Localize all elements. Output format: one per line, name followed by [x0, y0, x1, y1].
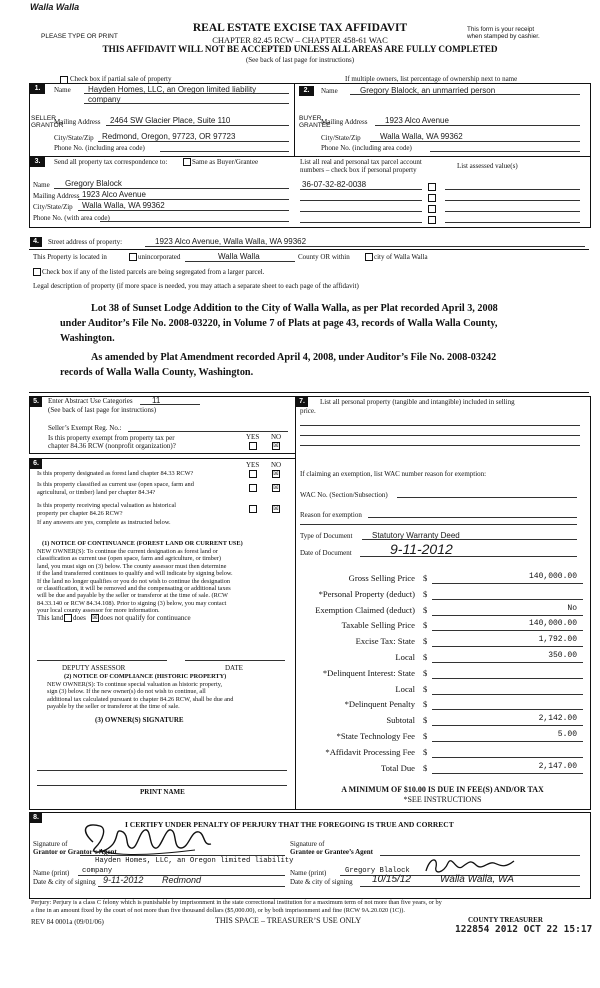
notice-continuance-line: if the land transferred continues to qualify and will indicate by signing below.: [37, 570, 233, 578]
forest-no-checkbox[interactable]: ☒: [273, 470, 279, 477]
grantor-name-line2: company: [82, 867, 113, 875]
notice-continuance-line: will be due and payable by the seller or transferor at the time of sale. (RCW: [37, 592, 228, 600]
reason-label: Reason for exemption: [300, 511, 362, 519]
current-use-question-2: agricultural, or timber) land per chapter 84.34?: [37, 489, 156, 496]
exempt-reg-label: Seller’s Exempt Reg. No.:: [48, 424, 122, 432]
buyer-phone-label: Phone No. (including area code): [321, 144, 412, 152]
parcel-list-label-2: numbers – check box if personal property: [300, 166, 417, 174]
notice-continuance-title: (1) NOTICE OF CONTINUANCE (FOREST LAND OR CURRENT USE): [42, 540, 243, 547]
historic-question-2: property per chapter 84.26 RCW?: [37, 510, 123, 517]
parcel-list-label-1: List all real and personal tax parcel account: [300, 158, 422, 166]
tax-row-value: 5.00: [557, 729, 577, 739]
notice-compliance-line: sign (3) below. If the new owner(s) do not wish to continue, all: [47, 688, 206, 696]
corr-city-label: City/State/Zip: [33, 203, 73, 211]
tax-row-currency: $: [423, 683, 428, 694]
does-qualify-checkbox[interactable]: [64, 614, 72, 622]
tax-row-label: Total Due: [380, 762, 415, 773]
perjury-line-1: Perjury: Perjury is a class C felony which is punishable by imprisonment in the state correctional institution for a maximum term of not more than five years, or by: [31, 899, 442, 906]
tax-row-label: Local: [395, 651, 415, 662]
tax-row: [300, 697, 585, 713]
historic-no-checkbox[interactable]: ☒: [273, 505, 279, 512]
county-treasurer-label: COUNTY TREASURER: [468, 916, 543, 924]
corr-city: Walla Walla, WA 99362: [82, 201, 165, 210]
tax-row-label: Exemption Claimed (deduct): [315, 604, 415, 615]
doc-type-value: Statutory Warranty Deed: [372, 531, 460, 540]
buyer-name: Gregory Blalock, an unmarried person: [360, 86, 496, 95]
if-yes-note: If any answers are yes, complete as instructed below.: [37, 519, 171, 526]
exemption-claim-label: If claiming an exemption, list WAC number reason for exemption:: [300, 470, 487, 478]
tax-row-label: *Delinquent Interest: State: [322, 667, 415, 678]
street-address: 1923 Alco Avenue, Walla Walla, WA 99362: [155, 237, 307, 246]
grantee-sig-label-1: Signature of: [290, 840, 325, 848]
section-2-number: 2.: [299, 86, 314, 96]
tax-row-label: Subtotal: [386, 715, 415, 726]
grantor-sig-label-1: Signature of: [33, 840, 68, 848]
parcel-2-personal-checkbox[interactable]: [428, 194, 436, 202]
buyer-mail-label: Mailing Address: [321, 118, 368, 126]
buyer-city: Walla Walla, WA 99362: [380, 132, 463, 141]
parcel-number: 36-07-32-82-0038: [302, 180, 367, 189]
tax-row-value: 2,142.00: [538, 714, 577, 724]
does-not-label: does not qualify for continuance: [100, 614, 191, 622]
tax-row: [300, 666, 585, 682]
section-3-number: 3.: [30, 157, 45, 167]
section-5-number: 5.: [30, 397, 42, 407]
current-use-question-1: Is this property classified as current use (open space, farm and: [37, 481, 194, 488]
forest-question: Is this property designated as forest land chapter 84.33 RCW?: [37, 470, 194, 477]
current-use-no-checkbox[interactable]: ☒: [273, 484, 279, 491]
seller-city-label: City/State/Zip: [54, 134, 94, 142]
form-title: REAL ESTATE EXCISE TAX AFFIDAVIT: [192, 22, 408, 34]
notice-continuance-line: 84.33.140 or RCW 84.34.108). Prior to signing (3) below, you may contact: [37, 599, 227, 607]
tax-row-label: *Delinquent Penalty: [344, 699, 415, 710]
notice-continuance-line: If the land no longer qualifies or you do not wish to continue the designation: [37, 577, 231, 585]
personal-property-label-2: price.: [300, 407, 316, 415]
multiple-owners-note: If multiple owners, list percentage of ownership next to name: [345, 75, 518, 83]
partial-sale-label: Check box if partial sale of property: [70, 75, 172, 83]
located-label: This Property is located in: [33, 253, 107, 261]
assessor-date-label: DATE: [225, 664, 243, 672]
parcel-1-personal-checkbox[interactable]: [428, 183, 436, 191]
tax-row-currency: $: [423, 573, 428, 583]
notice-continuance-text: [37, 548, 289, 615]
certify-statement: I CERTIFY UNDER PENALTY OF PERJURY THAT THE FOREGOING IS TRUE AND CORRECT: [125, 820, 454, 829]
legal-line-5: records of Walla Walla County, Washington.: [60, 367, 254, 378]
tax-row: [300, 587, 585, 603]
historic-question-1: Is this property receiving special valuation as historical: [37, 502, 177, 509]
notice-continuance-line: or classification, it will be removed and the compensating or additional taxes: [37, 585, 231, 593]
corr-mail-label: Mailing Address: [33, 192, 80, 200]
form-subtitle: CHAPTER 82.45 RCW – CHAPTER 458-61 WAC: [212, 35, 388, 45]
section-4-number: 4.: [30, 237, 42, 247]
legal-line-2: under Auditor’s File No. 2008-03220, in Volume 7 of Plats at page 43, records of Walla Walla County,: [60, 318, 498, 329]
corr-name: Gregory Blalock: [65, 179, 122, 188]
s5-yes-header: YES: [246, 433, 260, 441]
s5-no-header: NO: [271, 433, 282, 441]
section-6-number: 6.: [30, 459, 42, 469]
tax-row-value: No: [567, 603, 577, 613]
seller-mail-label: Mailing Address: [54, 118, 101, 126]
tax-calculation-table: [300, 571, 585, 776]
personal-property-label-1: List all personal property (tangible and intangible) included in selling: [320, 398, 515, 406]
s6-no-header: NO: [271, 461, 282, 469]
tax-row: [300, 729, 585, 745]
grantor-signature: [75, 820, 215, 860]
tax-row-value: 350.00: [548, 650, 577, 660]
parcel-4-personal-checkbox[interactable]: [428, 216, 436, 224]
abstract-use-value: 11: [152, 396, 161, 405]
doc-date-label: Date of Document: [300, 549, 352, 557]
unincorporated-label: unincorporated: [138, 253, 181, 261]
perjury-line-2: a fine in an amount fixed by the court of not more than five thousand dollars ($5,000.00), or by both imprisonment and fine (RCW 9A.20.020 (1C)).: [31, 907, 405, 914]
corr-mail: 1923 Alco Avenue: [82, 190, 146, 199]
tax-row-label: *State Technology Fee: [336, 730, 415, 741]
tax-row-currency: $: [423, 620, 428, 631]
tax-row-label: Local: [395, 683, 415, 694]
tax-row: [300, 571, 585, 587]
tax-row-currency: $: [423, 762, 428, 773]
notice-continuance-line: your local county assessor for more information.: [37, 607, 160, 615]
legal-line-1: Lot 38 of Sunset Lodge Addition to the City of Walla Walla, as per Plat recorded April 3, 2008: [91, 303, 498, 314]
section-7-number: 7.: [296, 397, 308, 407]
segregated-checkbox[interactable]: [33, 268, 41, 276]
grantor-name-print-label: Name (print): [33, 869, 70, 877]
grantee-date-city-label: Date & city of signing: [290, 878, 353, 886]
tax-row-value: 1,792.00: [538, 635, 577, 645]
current-use-yes-checkbox[interactable]: [249, 484, 257, 492]
tax-row-currency: $: [423, 667, 428, 678]
tax-row-label: *Personal Property (deduct): [318, 588, 415, 599]
tax-row-value: 2,147.00: [538, 761, 577, 771]
tax-row: [300, 713, 585, 729]
city-of-label: city of Walla Walla: [374, 253, 428, 261]
tax-row: [300, 650, 585, 666]
tax-row-label: Excise Tax: State: [355, 636, 415, 647]
county-value: Walla Walla: [218, 252, 260, 261]
tax-row-currency: $: [423, 715, 428, 726]
notice-continuance-line: land, you must sign on (3) below. The county assessor must then determine: [37, 562, 227, 570]
tax-row: [300, 618, 585, 634]
grantor-city: Redmond: [162, 875, 202, 885]
county-or-label: County OR within: [298, 253, 350, 261]
tax-row-value: 140,000.00: [528, 619, 577, 629]
exempt-yes-checkbox[interactable]: [249, 442, 257, 450]
send-correspondence-label: Send all property tax correspondence to:: [54, 158, 168, 166]
notice-continuance-line: classification as current use (open space, farm and agriculture, or timber): [37, 555, 221, 563]
exempt-no-checkbox[interactable]: ☒: [273, 442, 279, 449]
type-or-print: PLEASE TYPE OR PRINT: [41, 33, 118, 40]
grantee-name-print: Gregory Blalock: [345, 867, 410, 875]
same-as-buyer-checkbox[interactable]: [183, 158, 191, 166]
grantee-city: Walla Walla, WA: [440, 874, 514, 885]
tax-row-label: Gross Selling Price: [348, 573, 415, 583]
doc-type-label: Type of Document: [300, 532, 353, 540]
form-number: REV 84 0001a (09/01/06): [31, 918, 104, 926]
owner-signature-label: (3) OWNER(S) SIGNATURE: [95, 716, 184, 724]
seller-name-cont: company: [88, 95, 121, 104]
seller-phone-label: Phone No. (including area code): [54, 144, 145, 152]
segregated-label: Check box if any of the listed parcels are being segregated from a larger parcel.: [42, 268, 265, 276]
does-label: does: [73, 614, 86, 622]
tax-row-currency: $: [423, 636, 428, 647]
buyer-name-label: Name: [321, 87, 338, 95]
assessed-value-label: List assessed value(s): [457, 162, 518, 170]
abstract-use-label: Enter Abstract Use Categories: [48, 397, 133, 405]
abstract-see-label: (See back of last page for instructions): [48, 406, 157, 414]
receipt-note-1: This form is your receipt: [467, 26, 535, 33]
tax-row-currency: $: [423, 699, 428, 710]
same-as-buyer-label: Same as Buyer/Grantee: [192, 158, 259, 166]
notice-compliance-title: (2) NOTICE OF COMPLIANCE (HISTORIC PROPERTY): [64, 673, 227, 680]
grantor-date-city-label: Date & city of signing: [33, 878, 96, 886]
seller-city: Redmond, Oregon, 97723, OR 97723: [102, 132, 236, 141]
tax-row: [300, 603, 585, 619]
notice-continuance-line: NEW OWNER(S): To continue the current designation as forest land or: [37, 548, 218, 555]
legal-description-label: Legal description of property (if more space is needed, you may attach a separate sheet to each page of the affidavit): [33, 282, 359, 290]
section-1-number: 1.: [30, 84, 45, 94]
exempt-q1-line1: Is this property exempt from property tax per: [48, 434, 175, 442]
corr-name-label: Name: [33, 181, 50, 189]
tax-row: [300, 745, 585, 761]
form-warning: THIS AFFIDAVIT WILL NOT BE ACCEPTED UNLESS ALL AREAS ARE FULLY COMPLETED: [102, 44, 498, 54]
buyer-mail: 1923 Alco Avenue: [385, 116, 449, 125]
buyer-city-label: City/State/Zip: [321, 134, 361, 142]
tax-row: [300, 761, 585, 777]
see-instructions-note: *SEE INSTRUCTIONS: [403, 795, 482, 804]
legal-line-4: As amended by Plat Amendment recorded April 4, 2008, under Auditor’s File No. 2008-03242: [91, 352, 497, 363]
minimum-fee-note: A MINIMUM OF $10.00 IS DUE IN FEE(S) AND/OR TAX: [341, 785, 544, 794]
forest-yes-checkbox[interactable]: [249, 470, 257, 478]
tax-row-currency: $: [423, 604, 428, 615]
doc-date-value: 9-11-2012: [390, 541, 453, 557]
tax-row-currency: $: [423, 651, 428, 662]
legal-line-3: Washington.: [60, 333, 115, 344]
historic-yes-checkbox[interactable]: [249, 505, 257, 513]
section-8-number: 8.: [30, 813, 42, 823]
grantor-date: 9-11-2012: [103, 875, 144, 885]
tax-row-currency: $: [423, 746, 428, 757]
grantee-date: 10/15/12: [372, 874, 411, 885]
seller-mail: 2464 SW Glacier Place, Suite 110: [110, 116, 231, 125]
print-name-label: PRINT NAME: [140, 788, 185, 796]
tax-row-currency: $: [423, 730, 428, 741]
s6-yes-header: YES: [246, 461, 260, 469]
parcel-3-personal-checkbox[interactable]: [428, 205, 436, 213]
treasurer-stamp: 122854 2012 OCT 22 15:17: [455, 924, 593, 935]
wac-label: WAC No. (Section/Subsection): [300, 491, 388, 499]
notice-compliance-line: NEW OWNER(S): To continue special valuation as historic property,: [47, 681, 223, 688]
county-logo: Walla Walla: [30, 2, 80, 12]
seller-name: Hayden Homes, LLC, an Oregon limited liability: [88, 85, 257, 94]
grantee-name-print-label: Name (print): [290, 869, 327, 877]
grantor-name-line1: Hayden Homes, LLC, an Oregon limited liability: [95, 857, 294, 865]
corr-phone-label: Phone No. (with area code): [33, 214, 110, 222]
does-not-qualify-checkbox[interactable]: ☒: [92, 614, 98, 621]
seller-side-label: SELLER GRANTOR: [31, 115, 64, 129]
notice-compliance-line: additional tax calculated pursuant to chapter 84.26 RCW, shall be due and: [47, 695, 234, 703]
notice-compliance-text: [47, 681, 287, 711]
grantee-sig-label-2: Grantee or Grantee’s Agent: [290, 848, 374, 856]
seller-name-label: Name: [54, 86, 71, 94]
deputy-assessor-label: DEPUTY ASSESSOR: [62, 664, 126, 672]
tax-row-label: Taxable Selling Price: [341, 620, 415, 631]
city-of-checkbox[interactable]: [365, 253, 373, 261]
exempt-q1-line2: chapter 84.36 RCW (nonprofit organization)?: [48, 442, 176, 450]
notice-compliance-line: payable by the seller or transferor at the time of sale.: [47, 703, 180, 711]
street-label: Street address of property:: [48, 238, 123, 246]
see-back-note: (See back of last page for instructions): [245, 56, 355, 64]
tax-row-currency: $: [423, 588, 428, 599]
tax-row-label: *Affidavit Processing Fee: [325, 746, 415, 757]
buyer-side-label: BUYER GRANTEE: [299, 115, 331, 129]
this-land-label: This land: [37, 614, 64, 622]
tax-row-value: 140,000.00: [528, 572, 577, 581]
tax-row: [300, 682, 585, 698]
receipt-note-2: when stamped by cashier.: [467, 33, 540, 40]
treasurer-use-only: THIS SPACE – TREASURER’S USE ONLY: [215, 916, 362, 925]
grantor-sig-label-2: Grantor or Grantor’s Agent: [33, 848, 117, 856]
tax-row: [300, 634, 585, 650]
unincorporated-checkbox[interactable]: [129, 253, 137, 261]
